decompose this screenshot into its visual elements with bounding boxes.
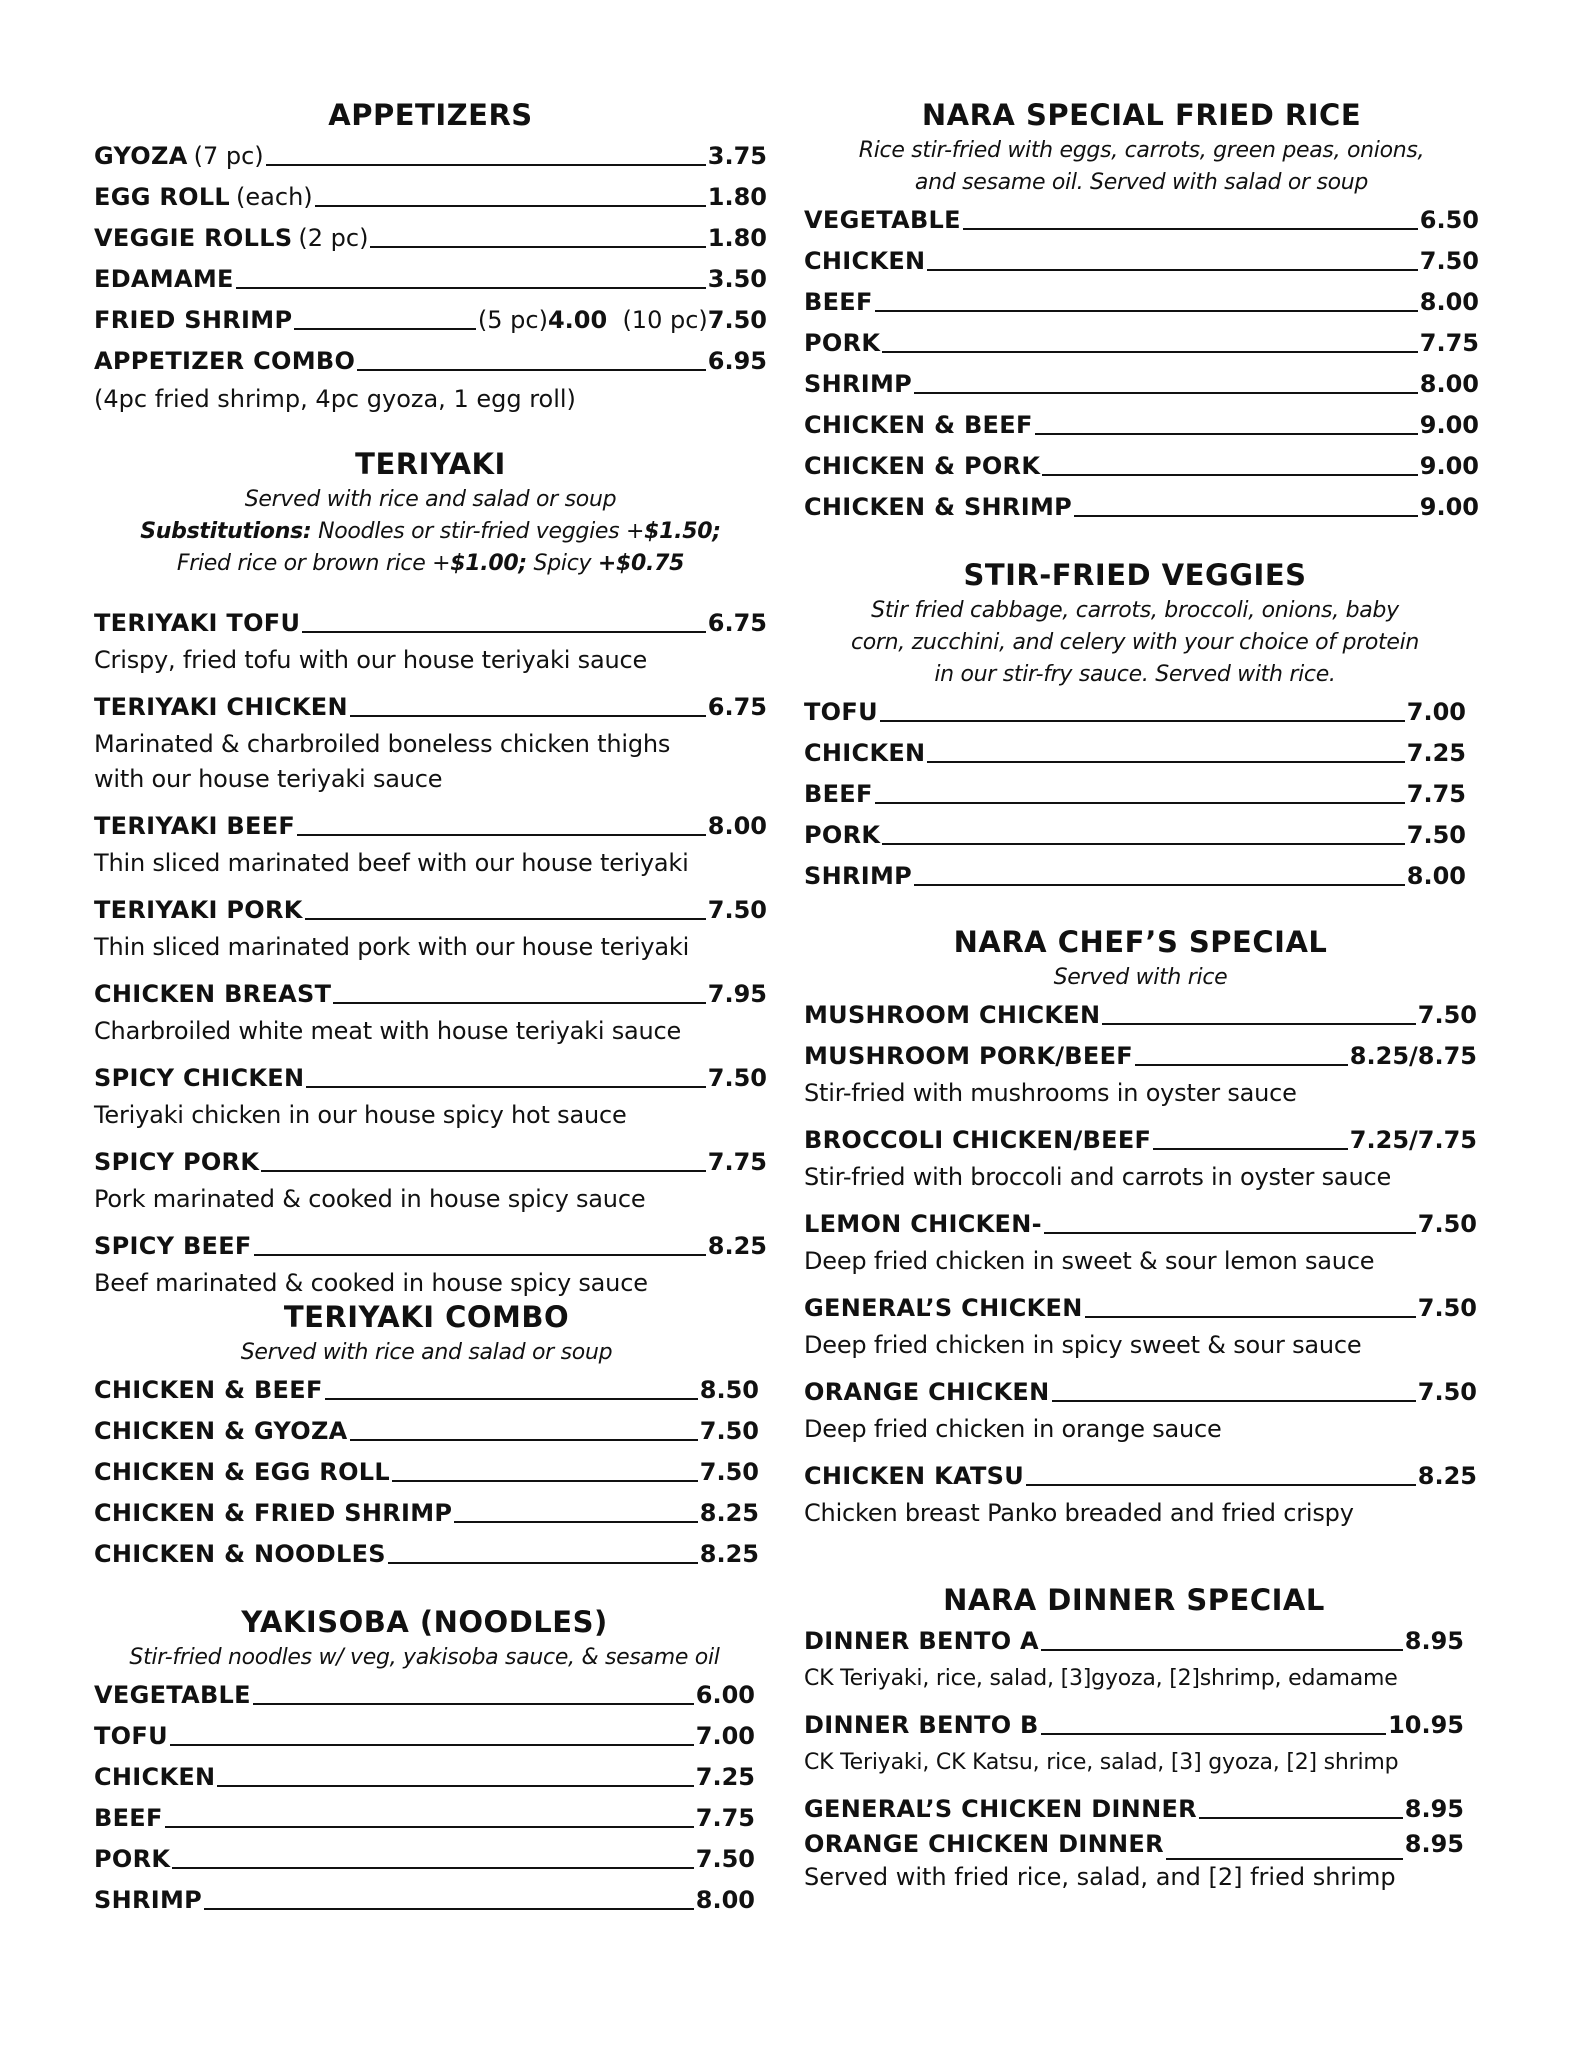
item-name: GYOZA [94, 141, 188, 170]
leader-line [927, 739, 1404, 763]
item-list [94, 1674, 755, 1920]
leader-line [305, 896, 706, 920]
menu-item [804, 1203, 1477, 1244]
section-title: TERIYAKI COMBO [283, 1300, 570, 1334]
item-name: SPICY PORK [94, 1147, 260, 1176]
item-name: APPETIZER COMBO [94, 346, 356, 375]
item-name: PORK [94, 1844, 171, 1873]
subtitle-text: Fried rice or brown rice + [176, 551, 451, 576]
menu-item [804, 199, 1479, 240]
leader-line [297, 812, 706, 836]
menu-item [94, 258, 767, 299]
item-list [94, 1369, 759, 1574]
leader-line [914, 862, 1405, 886]
menu-item [94, 1369, 759, 1410]
section-title: APPETIZERS [328, 98, 533, 132]
item-price: 8.25 [1417, 1461, 1477, 1490]
menu-item [804, 1035, 1477, 1076]
leader-line [882, 821, 1405, 845]
leader-line [880, 698, 1405, 722]
leader-line [882, 329, 1418, 353]
item-price: 6.75 [707, 692, 767, 721]
item-price: 7.75 [695, 1803, 755, 1832]
item-name: TOFU [804, 697, 878, 726]
item-list [804, 994, 1477, 1531]
leader-line [1042, 452, 1418, 476]
item-description: Beef marinated & cooked in house spicy sauce [94, 1269, 648, 1297]
section-subtitle [804, 135, 1479, 167]
item-name: CHICKEN BREAST [94, 979, 332, 1008]
leader-line [325, 1376, 698, 1400]
item-price: 9.00 [1419, 410, 1479, 439]
item-portion: (5 pc) [477, 305, 548, 334]
leader-line [875, 288, 1418, 312]
section-subtitle [94, 1337, 759, 1369]
item-price: 7.50 [1417, 1209, 1477, 1238]
item-name: VEGETABLE [804, 205, 961, 234]
item-name: TERIYAKI PORK [94, 895, 303, 924]
item-name: VEGETABLE [94, 1680, 251, 1709]
item-description: Crispy, fried tofu with our house teriyaki sauce [94, 646, 648, 674]
section-subtitle [94, 484, 767, 516]
menu-item [804, 240, 1479, 281]
item-name: BEEF [94, 1803, 163, 1832]
item-description: with our house teriyaki sauce [94, 765, 443, 793]
leader-line [1041, 1711, 1386, 1735]
item-price: 7.75 [707, 1147, 767, 1176]
item-name: BEEF [804, 779, 873, 808]
menu-section [804, 1580, 1464, 1895]
menu-item [804, 691, 1466, 732]
leader-line [927, 247, 1417, 271]
item-price: 3.75 [707, 141, 767, 170]
item-price: 8.00 [707, 811, 767, 840]
item-description: Stir-fried with mushrooms in oyster sauce [804, 1079, 1297, 1107]
menu-item [94, 889, 767, 930]
item-name: TOFU [94, 1721, 168, 1750]
item-portion: (each) [236, 182, 313, 211]
subtitle-emphasis: $1.50; [644, 519, 721, 544]
leader-line [266, 142, 706, 166]
leader-line [392, 1458, 698, 1482]
section-title: NARA CHEF’S SPECIAL [953, 925, 1328, 959]
subtitle-text: corn, zucchini, and celery with your choice of protein [850, 630, 1420, 655]
section-title: TERIYAKI [355, 447, 506, 481]
menu-item [94, 805, 767, 846]
subtitle-text: and sesame oil. Served with salad or soup [914, 170, 1369, 195]
leader-line [1044, 1210, 1416, 1234]
menu-section [94, 95, 767, 417]
item-portion: (2 pc) [298, 223, 369, 252]
section-subtitle [804, 659, 1466, 691]
menu-item [94, 1838, 755, 1879]
leader-line [294, 306, 476, 330]
leader-line [254, 1232, 706, 1256]
item-name: SHRIMP [804, 861, 913, 890]
menu-item [94, 1879, 755, 1920]
item-name: DINNER BENTO A [804, 1626, 1039, 1655]
leader-line [333, 980, 706, 1004]
leader-line [1052, 1378, 1416, 1402]
section-footnote: Served with fried rice, salad, and [2] fried shrimp [804, 1863, 1396, 1891]
item-price: 8.95 [1404, 1626, 1464, 1655]
leader-line [315, 183, 706, 207]
item-name: CHICKEN [804, 246, 926, 275]
menu-item [94, 686, 767, 727]
leader-line [1074, 493, 1418, 517]
item-price: 8.25/8.75 [1349, 1041, 1477, 1070]
item-description: Thin sliced marinated beef with our house teriyaki [94, 849, 689, 877]
leader-line [875, 780, 1405, 804]
item-name: BROCCOLI CHICKEN/BEEF [804, 1125, 1152, 1154]
item-price: 8.95 [1404, 1794, 1464, 1823]
menu-item [804, 1788, 1464, 1829]
leader-line [1135, 1042, 1348, 1066]
section-subtitle [94, 548, 767, 580]
item-price: 6.95 [707, 346, 767, 375]
menu-item [94, 1451, 759, 1492]
subtitle-text: Stir fried cabbage, carrots, broccoli, onions, baby [871, 598, 1399, 623]
item-price: 7.75 [1419, 328, 1479, 357]
item-name: VEGGIE ROLLS [94, 223, 293, 252]
subtitle-emphasis: $1.00; [450, 551, 527, 576]
item-price: 6.50 [1419, 205, 1479, 234]
item-name: CHICKEN KATSU [804, 1461, 1025, 1490]
item-price: 6.00 [695, 1680, 755, 1709]
menu-item [94, 1715, 755, 1756]
item-name: PORK [804, 820, 881, 849]
item-price: 7.00 [695, 1721, 755, 1750]
subtitle-emphasis: +$0.75 [597, 551, 685, 576]
subtitle-emphasis: Substitutions: [140, 519, 312, 544]
leader-line [253, 1681, 694, 1705]
section-subtitle [804, 962, 1477, 994]
leader-line [236, 265, 706, 289]
leader-line [357, 347, 706, 371]
subtitle-text: Served with rice [1053, 965, 1228, 990]
item-price: 7.00 [1406, 697, 1466, 726]
item-name: CHICKEN [804, 738, 926, 767]
section-subtitle [94, 516, 767, 548]
item-name: SHRIMP [94, 1885, 203, 1914]
item-description: Deep fried chicken in orange sauce [804, 1415, 1222, 1443]
item-name: CHICKEN & FRIED SHRIMP [94, 1498, 453, 1527]
menu-section [94, 1602, 755, 1920]
item-price: 8.00 [1406, 861, 1466, 890]
item-price: 7.50 [695, 1844, 755, 1873]
menu-section [94, 1297, 759, 1574]
item-list [94, 602, 767, 1301]
item-price: 8.50 [699, 1375, 759, 1404]
item-price: 7.50 [1417, 1293, 1477, 1322]
menu-item [804, 445, 1479, 486]
menu-item [94, 340, 767, 381]
subtitle-text: Served with rice and salad or soup [244, 487, 617, 512]
section-title: YAKISOBA (NOODLES) [241, 1605, 608, 1639]
section-footnote: (4pc fried shrimp, 4pc gyoza, 1 egg roll) [94, 385, 576, 413]
item-name: SHRIMP [804, 369, 913, 398]
menu-section [804, 95, 1479, 527]
item-price: 7.50 [707, 305, 767, 334]
item-price: 7.50 [707, 1063, 767, 1092]
item-description: CK Teriyaki, CK Katsu, rice, salad, [3] gyoza, [2] shrimp [804, 1750, 1399, 1775]
item-price: 8.25 [707, 1231, 767, 1260]
menu-item [804, 404, 1479, 445]
menu-item [94, 217, 767, 258]
leader-line [1199, 1795, 1403, 1819]
menu-item [94, 135, 767, 176]
item-price: 1.80 [707, 182, 767, 211]
item-price: 7.50 [699, 1416, 759, 1445]
item-name: CHICKEN & GYOZA [94, 1416, 348, 1445]
item-price: 7.25 [1406, 738, 1466, 767]
item-list [804, 1620, 1464, 1859]
item-list [94, 135, 767, 381]
section-subtitle [804, 627, 1466, 659]
item-description: Thin sliced marinated pork with our house teriyaki [94, 933, 690, 961]
item-price: 7.95 [707, 979, 767, 1008]
item-name: TERIYAKI BEEF [94, 811, 296, 840]
subtitle-text: Noodles or stir-fried veggies + [311, 519, 645, 544]
item-price: 7.50 [1419, 246, 1479, 275]
item-description: Charbroiled white meat with house teriyaki sauce [94, 1017, 682, 1045]
item-name: SPICY CHICKEN [94, 1063, 305, 1092]
item-name: ORANGE CHICKEN [804, 1377, 1050, 1406]
item-price: 8.25 [699, 1539, 759, 1568]
item-name: EGG ROLL [94, 182, 231, 211]
menu-item [94, 602, 767, 643]
section-subtitle [804, 167, 1479, 199]
subtitle-text: in our stir-fry sauce. Served with rice. [934, 662, 1336, 687]
item-list [804, 691, 1466, 896]
item-description: Stir-fried with broccoli and carrots in oyster sauce [804, 1163, 1392, 1191]
menu-item [94, 1674, 755, 1715]
menu-item [94, 973, 767, 1014]
item-list [804, 199, 1479, 527]
leader-line [1041, 1627, 1403, 1651]
item-description: Chicken breast Panko breaded and fried crispy [804, 1499, 1354, 1527]
item-name: CHICKEN & PORK [804, 451, 1041, 480]
item-price: 8.95 [1404, 1830, 1464, 1858]
leader-line [370, 224, 705, 248]
subtitle-text: Spicy [526, 551, 598, 576]
menu-item [804, 486, 1479, 527]
item-name: CHICKEN & BEEF [94, 1375, 323, 1404]
menu-item [804, 363, 1479, 404]
item-price: 9.00 [1419, 492, 1479, 521]
leader-line [1102, 1001, 1415, 1025]
subtitle-text: Stir-fried noodles w/ veg, yakisoba sauce, & sesame oil [129, 1645, 720, 1670]
menu-item [94, 1756, 755, 1797]
menu-item [94, 176, 767, 217]
leader-line [306, 1064, 705, 1088]
item-description: CK Teriyaki, rice, salad, [3]gyoza, [2]shrimp, edamame [804, 1666, 1398, 1691]
menu-section [804, 555, 1466, 896]
menu-item [804, 1455, 1477, 1496]
leader-line [454, 1499, 697, 1523]
menu-item [804, 1620, 1464, 1661]
menu-section [94, 444, 767, 1309]
menu-item [94, 299, 767, 340]
item-name: CHICKEN & EGG ROLL [94, 1457, 390, 1486]
menu-item [94, 1225, 767, 1266]
menu-item [804, 814, 1466, 855]
item-name: EDAMAME [94, 264, 234, 293]
leader-line [1166, 1836, 1403, 1860]
menu-item [804, 994, 1477, 1035]
item-price: 6.75 [707, 608, 767, 637]
item-price: 7.25 [695, 1762, 755, 1791]
item-name: GENERAL’S CHICKEN [804, 1293, 1083, 1322]
item-name: CHICKEN & SHRIMP [804, 492, 1073, 521]
item-name: ORANGE CHICKEN DINNER [804, 1830, 1164, 1858]
leader-line [350, 693, 706, 717]
section-title: NARA DINNER SPECIAL [943, 1583, 1325, 1617]
item-description: Teriyaki chicken in our house spicy hot sauce [94, 1101, 627, 1129]
item-price: 1.80 [707, 223, 767, 252]
item-portion: (7 pc) [193, 141, 264, 170]
leader-line [1026, 1462, 1416, 1486]
item-price: 3.50 [707, 264, 767, 293]
leader-line [350, 1417, 698, 1441]
subtitle-text: Rice stir-fried with eggs, carrots, green peas, onions, [858, 138, 1425, 163]
item-name: MUSHROOM PORK/BEEF [804, 1041, 1133, 1070]
item-price: 9.00 [1419, 451, 1479, 480]
leader-line [217, 1763, 693, 1787]
item-price: 7.50 [1406, 820, 1466, 849]
section-subtitle [804, 595, 1466, 627]
item-price: 7.25/7.75 [1349, 1125, 1477, 1154]
menu-item [804, 773, 1466, 814]
item-price: 8.25 [699, 1498, 759, 1527]
menu-item [94, 1492, 759, 1533]
item-name: CHICKEN & BEEF [804, 410, 1033, 439]
subtitle-text: Served with rice and salad or soup [240, 1340, 613, 1365]
item-price: 7.50 [707, 895, 767, 924]
section-title: STIR-FRIED VEGGIES [963, 558, 1307, 592]
menu-item [804, 1829, 1464, 1859]
menu-item [804, 1371, 1477, 1412]
menu-item [804, 732, 1466, 773]
menu-item [804, 281, 1479, 322]
leader-line [302, 609, 706, 633]
menu-item [94, 1797, 755, 1838]
item-description: Deep fried chicken in sweet & sour lemon sauce [804, 1247, 1375, 1275]
leader-line [1085, 1294, 1416, 1318]
section-title: NARA SPECIAL FRIED RICE [921, 98, 1362, 132]
menu-item [804, 322, 1479, 363]
item-price: 4.00 [547, 305, 608, 334]
leader-line [204, 1886, 694, 1910]
section-subtitle [94, 1642, 755, 1674]
menu-item [804, 1119, 1477, 1160]
item-price: 8.00 [1419, 287, 1479, 316]
leader-line [165, 1804, 694, 1828]
menu-item [804, 1287, 1477, 1328]
item-name: PORK [804, 328, 881, 357]
item-description: Pork marinated & cooked in house spicy sauce [94, 1185, 646, 1213]
item-price: 7.50 [1417, 1000, 1477, 1029]
item-price: 10.95 [1388, 1710, 1464, 1739]
item-name: TERIYAKI TOFU [94, 608, 301, 637]
menu-section [804, 922, 1477, 1539]
menu-item [94, 1410, 759, 1451]
item-name: TERIYAKI CHICKEN [94, 692, 348, 721]
menu-item [804, 1704, 1464, 1745]
item-price: 8.00 [1419, 369, 1479, 398]
menu-item [94, 1533, 759, 1574]
leader-line [1035, 411, 1418, 435]
leader-line [963, 206, 1418, 230]
item-name: GENERAL’S CHICKEN DINNER [804, 1794, 1197, 1823]
item-name: FRIED SHRIMP [94, 305, 293, 334]
menu-item [94, 1057, 767, 1098]
leader-line [914, 370, 1418, 394]
item-name: DINNER BENTO B [804, 1710, 1039, 1739]
item-name: CHICKEN [94, 1762, 216, 1791]
item-price: 7.50 [699, 1457, 759, 1486]
item-price: 8.00 [695, 1885, 755, 1914]
item-price: 7.50 [1417, 1377, 1477, 1406]
menu-item [94, 1141, 767, 1182]
item-name: LEMON CHICKEN- [804, 1209, 1042, 1238]
leader-line [261, 1148, 706, 1172]
item-description: Deep fried chicken in spicy sweet & sour sauce [804, 1331, 1362, 1359]
item-name: CHICKEN & NOODLES [94, 1539, 386, 1568]
leader-line [1153, 1126, 1348, 1150]
item-name: BEEF [804, 287, 873, 316]
leader-line [172, 1845, 694, 1869]
item-name: MUSHROOM CHICKEN [804, 1000, 1101, 1029]
item-portion: (10 pc) [607, 305, 708, 334]
item-description: Marinated & charbroiled boneless chicken thighs [94, 730, 671, 758]
leader-line [170, 1722, 694, 1746]
item-name: SPICY BEEF [94, 1231, 252, 1260]
leader-line [388, 1540, 698, 1564]
item-price: 7.75 [1406, 779, 1466, 808]
menu-item [804, 855, 1466, 896]
